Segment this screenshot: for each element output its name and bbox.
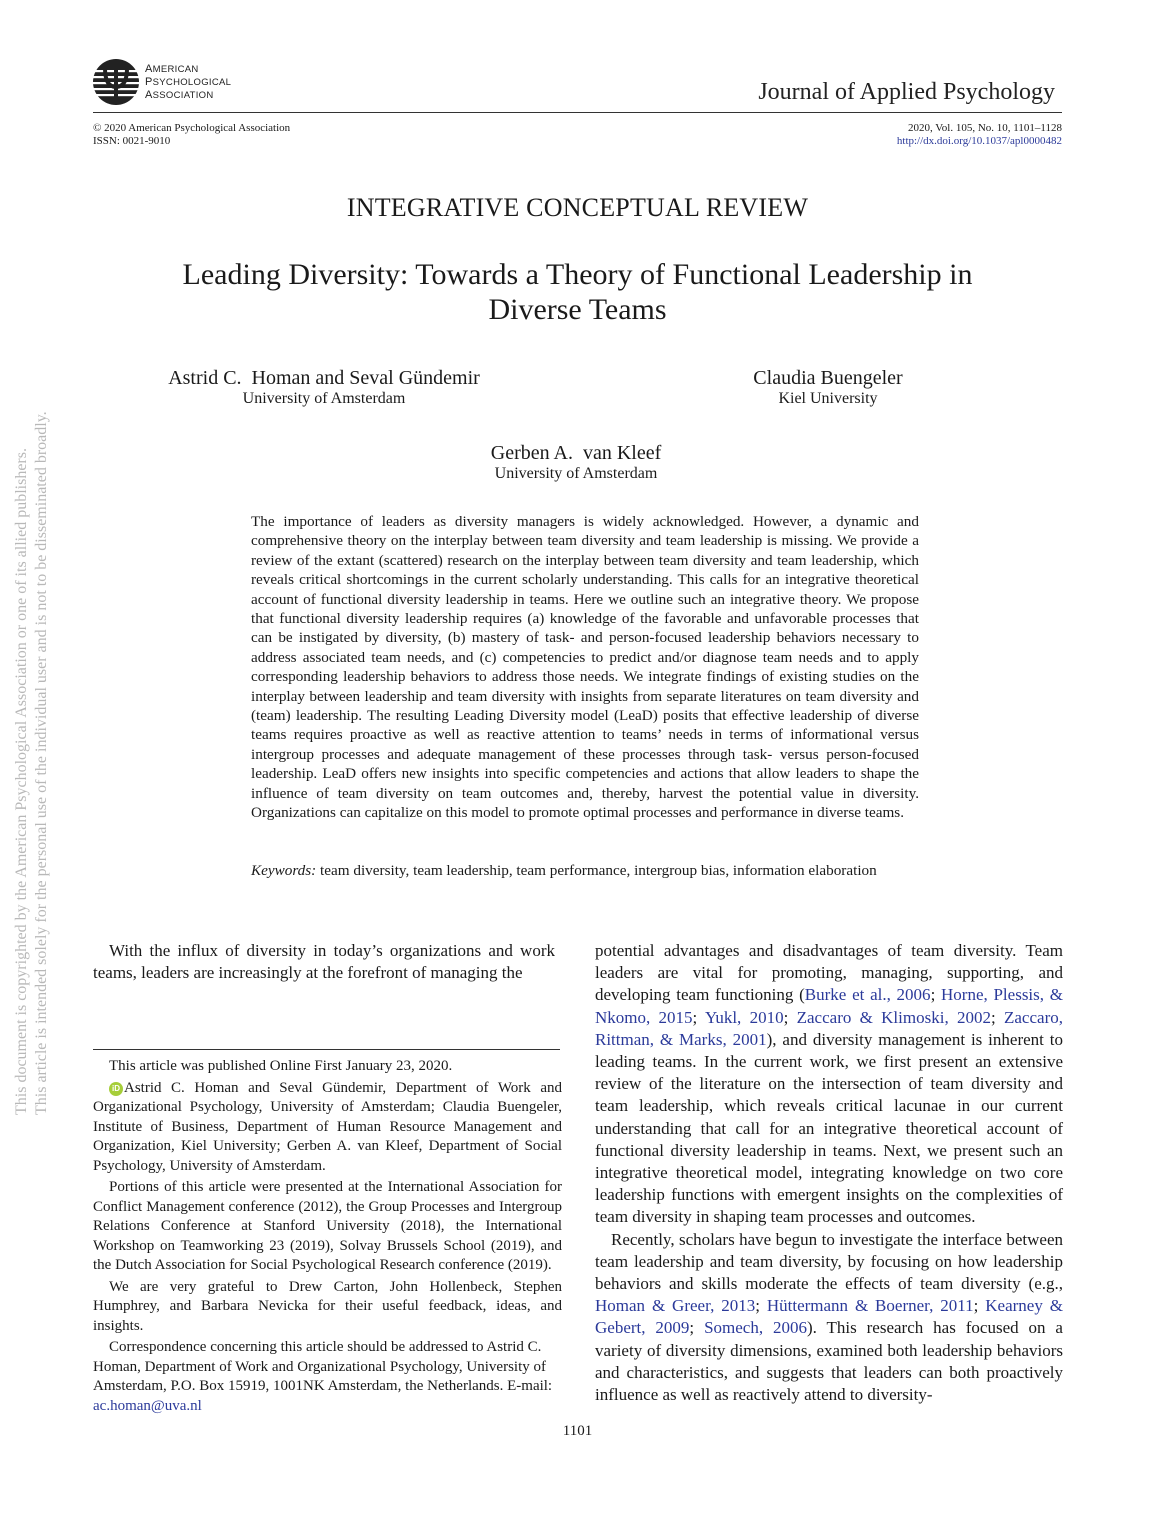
- doi-link[interactable]: http://dx.doi.org/10.1037/apl0000482: [896, 134, 1062, 147]
- footnotes: [93, 1057, 562, 1418]
- p1-text-b: ), and diversity management is inherent to leading teams. In the current work, we first present an extensive review of the literature on the intersection of team diversity and team leadership, which reveals critical lacunae in our current understanding that call for an integrative theoretical account of functional diversity leadership in teams. Next, we present such an integrative theoretical model, integrating knowledge on two core leadership functions with emergent insights on the complexities of team diversity in shaping team processes and outcomes.: [595, 1029, 1063, 1227]
- apa-psi-icon: [93, 59, 143, 109]
- author-group-1: [124, 367, 524, 409]
- body-right-column: [595, 940, 1063, 1406]
- section-heading: INTEGRATIVE CONCEPTUAL REVIEW: [346, 193, 809, 222]
- author-affiliation: Kiel University: [778, 390, 878, 407]
- footnote-correspondence: [93, 1338, 562, 1416]
- p2-text-a: Recently, scholars have begun to investigate the interface between team leadership and team diversity, by focusing on how leadership behaviors and skills moderate the effects of team diversity (e.g.,: [595, 1229, 1063, 1294]
- title-line-2: Diverse Teams: [488, 293, 667, 326]
- intro-paragraph-left: [93, 940, 555, 984]
- citation-link[interactable]: Zaccaro & Klimoski, 2002: [796, 1007, 991, 1027]
- author-names: Astrid C. Homan and Seval Gündemir: [168, 367, 480, 389]
- author-group-2: [700, 367, 956, 409]
- issn: ISSN: 0021-9010: [93, 134, 171, 147]
- citation-link[interactable]: Somech, 2006: [704, 1318, 807, 1338]
- keywords: [251, 862, 931, 880]
- copyright: © 2020 American Psychological Association: [93, 122, 291, 134]
- logo-line-2: PSYCHOLOGICAL: [145, 76, 232, 88]
- citation-link[interactable]: Zaccaro, Rittman, & Marks, 2001: [595, 1007, 1063, 1049]
- citation-link[interactable]: Yukl, 2010: [704, 1007, 784, 1027]
- right-paragraph-2: Recently, scholars have begun to investigate the interface between team leadership and team diversity, by focusing on how leadership behaviors and skills moderate the effects of team diversity (e.g., Homan & Greer, 2013; Hüttermann & Boerner, 2011; Kearney & Gebert, 2009; Somech, 2006). This research has focused on a variety of diversity dimensions, examined both leadership behaviors and characteristics, and suggests that leaders can both proactively influence as well as reactively attend to diversity-: [595, 1229, 1063, 1405]
- author-names: Gerben A. van Kleef: [490, 442, 662, 464]
- footnote-published: This article was published Online First January 23, 2020.: [109, 1058, 453, 1074]
- author-group-3: [376, 442, 776, 484]
- citation-link[interactable]: Hüttermann & Boerner, 2011: [766, 1296, 974, 1316]
- journal-title: Journal of Applied Psychology: [758, 79, 1055, 105]
- copyright-block: [93, 122, 290, 147]
- correspondence-text: Correspondence concerning this article should be addressed to Astrid C. Homan, Department of Work and Organizational Psychology, University of Amsterdam, P.O. Box 15919, 1001NK Amsterdam, the Netherlands. E-mail:: [93, 1339, 553, 1394]
- intro-text: With the influx of diversity in today’s organizations and work teams, leaders are increasingly at the forefront of managing the: [93, 941, 555, 983]
- citation-link[interactable]: Homan & Greer, 2013: [595, 1296, 756, 1316]
- page-number: 1101: [562, 1423, 593, 1439]
- volume-info: 2020, Vol. 105, No. 10, 1101–1128: [907, 122, 1062, 134]
- email-link[interactable]: ac.homan@uva.nl: [93, 1397, 202, 1414]
- right-paragraph-1: potential advantages and disadvantages of team diversity. Team leaders are vital for promoting, managing, supporting, and developing team functioning (Burke et al., 2006; Horne, Plessis, & Nkomo, 2015; Yukl, 2010; Zaccaro & Klimoski, 2002; Zaccaro, Rittman, & Marks, 2001), and diversity management is inherent to leading teams. In the current work, we first present an extensive review of the literature on the intersection of team diversity and team leadership, which reveals critical lacunae in our current understanding that call for an integrative theoretical account of functional diversity leadership in teams. Next, we present such an integrative theoretical model, integrating knowledge on two core leadership functions with emergent insights on the complexities of team diversity in shaping team processes and outcomes.: [595, 941, 1063, 1227]
- title-line-1: Leading Diversity: Towards a Theory of Functional Leadership in: [182, 258, 973, 291]
- affiliations-text: Astrid C. Homan and Seval Gündemir, Department of Work and Organizational Psychology, University of Amsterdam; Claudia Buengeler, Institute of Business, Department of Human Resource Management and Organization, Kiel University; Gerben A. van Kleef, Department of Social Psychology, University of Amsterdam.: [93, 1079, 562, 1174]
- author-names: Claudia Buengeler: [753, 367, 903, 389]
- article-title: [120, 257, 1035, 327]
- keywords-label: Keywords:: [251, 862, 317, 879]
- logo-line-3: ASSOCIATION: [145, 89, 214, 101]
- footnote-affiliations: [93, 1079, 562, 1177]
- logo-line-1: AMERICAN: [145, 63, 199, 75]
- footnote-thanks: We are very grateful to Drew Carton, John Hollenbeck, Stephen Humphrey, and Barbara Nevicka for their useful feedback, ideas, and insights.: [93, 1278, 562, 1334]
- citation-link[interactable]: Horne, Plessis, & Nkomo, 2015: [595, 985, 1063, 1027]
- header-divider: [93, 112, 1062, 113]
- author-affiliation: University of Amsterdam: [242, 390, 406, 407]
- apa-wordmark: [145, 63, 231, 102]
- sidebar-line-2: This article is intended solely for the personal use of the individual user and is not to be disseminated broadly.: [33, 411, 50, 1115]
- sidebar-line-1: This document is copyrighted by the American Psychological Association or one of its allied publishers.: [13, 448, 30, 1115]
- footnote-presented: Portions of this article were presented at the International Association for Conflict Management conference (2012), the Group Processes and Intergroup Relations Conference at Stanford University (2018), the International Workshop on Teamworking 23 (2019), Solvay Brussels School (2019), and the Dutch Association for Social Psychological Research conference (2019).: [93, 1179, 562, 1273]
- citation-block: [897, 122, 1062, 147]
- keywords-text: team diversity, team leadership, team performance, intergroup bias, information elaboration: [320, 862, 877, 879]
- citation-link[interactable]: Kearney & Gebert, 2009: [595, 1296, 1063, 1338]
- p1-text-a: potential advantages and disadvantages of team diversity. Team leaders are vital for promoting, managing, supporting, and developing team functioning (: [595, 941, 1063, 1005]
- orcid-icon[interactable]: iD: [109, 1082, 123, 1096]
- citation-link[interactable]: Burke et al., 2006: [804, 985, 931, 1005]
- footnote-divider: [93, 1049, 560, 1050]
- p2-text-b: ). This research has focused on a variety of diversity dimensions, examined both leadership behaviors and characteristics, and suggests that leaders can both proactively influence as well as reactively attend to diversity-: [595, 1318, 1063, 1405]
- author-affiliation: University of Amsterdam: [494, 465, 658, 482]
- abstract: The importance of leaders as diversity managers is widely acknowledged. However, a dynamic and comprehensive theory on the interplay between team diversity and team leadership is missing. We provide a review of the extant (scattered) research on the interplay between team diversity and team leadership, which reveals critical shortcomings in the current scholarly understanding. This calls for an integrative theoretical account of functional diversity leadership in teams. Here we outline such an integrative theory. We propose that functional diversity leadership requires (a) knowledge of the favorable and unfavorable processes that can be instigated by diversity, (b) mastery of task- and person-focused leadership behaviors necessary to address associated team needs, and (c) competencies to predict and/or diagnose team needs and to apply corresponding leadership behaviors to address those needs. We integrate findings of existing studies on the interplay between leadership and team diversity with insights from separate literatures on team diversity and (team) leadership. The resulting Leading Diversity model (LeaD) posits that effective leadership of diverse teams requires proactive as well as reactive attention to teams’ needs in terms of informational versus intergroup processes and adequate management of these processes through task- versus person-focused leadership. LeaD offers new insights into specific competencies and actions that allow leaders to shape the influence of team diversity on team outcomes and, thereby, harvest the potential value in diversity. Organizations can capitalize on this model to promote optimal processes and performance in diverse teams.: [251, 513, 919, 822]
